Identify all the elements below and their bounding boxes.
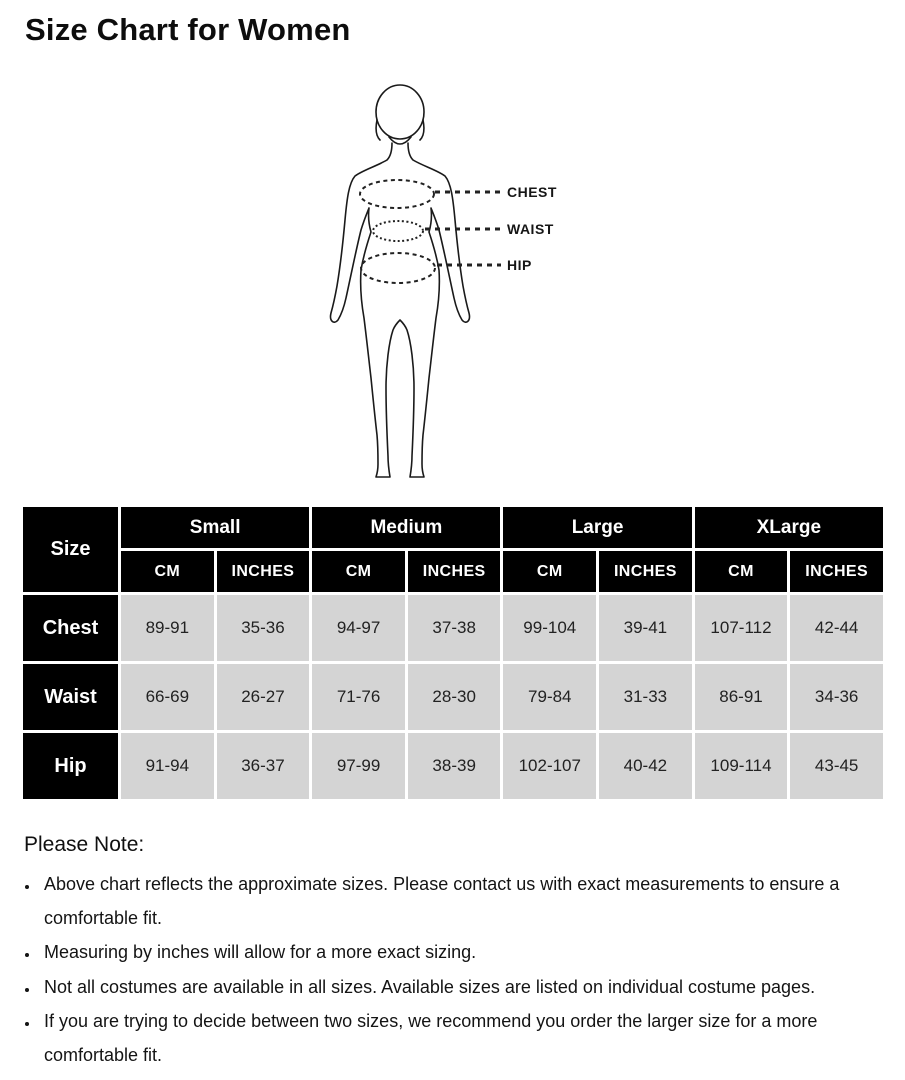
waist-xlarge-cm: 86-91 [695,664,788,730]
row-label-hip: Hip [23,733,118,799]
chest-label: CHEST [507,184,557,200]
unit-header-cm: CM [312,551,405,592]
chest-measure-ellipse [360,180,434,208]
size-chart-table [20,504,886,802]
unit-header-inches: INCHES [217,551,310,592]
hip-large-cm: 102-107 [503,733,596,799]
waist-label: WAIST [507,221,554,237]
unit-header-inches: INCHES [408,551,501,592]
chest-medium-inches: 37-38 [408,595,501,661]
chest-xlarge-cm: 107-112 [695,595,788,661]
group-header-large: Large [503,507,691,548]
notes-section [24,833,852,1072]
chest-medium-cm: 94-97 [312,595,405,661]
chest-large-cm: 99-104 [503,595,596,661]
unit-header-cm: CM [695,551,788,592]
waist-small-cm: 66-69 [121,664,214,730]
note-item: • Above chart reflects the approximate sizes. Please contact us with exact measurements to ensure a comfortable fit. [39,867,852,935]
hip-medium-inches: 38-39 [408,733,501,799]
table-group-header-row [23,507,883,548]
unit-header-cm: CM [503,551,596,592]
hip-large-inches: 40-42 [599,733,692,799]
chest-large-inches: 39-41 [599,595,692,661]
unit-header-cm: CM [121,551,214,592]
page-title: Size Chart for Women [25,12,351,47]
notes-list [24,867,852,1072]
hip-small-cm: 91-94 [121,733,214,799]
unit-header-inches: INCHES [599,551,692,592]
waist-small-inches: 26-27 [217,664,310,730]
group-header-medium: Medium [312,507,500,548]
row-label-chest: Chest [23,595,118,661]
hip-small-inches: 36-37 [217,733,310,799]
chest-xlarge-inches: 42-44 [790,595,883,661]
hip-label: HIP [507,257,532,273]
waist-medium-cm: 71-76 [312,664,405,730]
table-row-waist [23,664,883,730]
note-item: • Measuring by inches will allow for a more exact sizing. [39,935,852,969]
table-row-hip [23,733,883,799]
unit-header-inches: INCHES [790,551,883,592]
table-row-chest [23,595,883,661]
note-item: • If you are trying to decide between two sizes, we recommend you order the larger size for a more comfortable fit. [39,1004,852,1072]
waist-measure-ellipse [373,221,423,241]
group-header-xlarge: XLarge [695,507,883,548]
hip-xlarge-cm: 109-114 [695,733,788,799]
size-chart-section [20,504,886,802]
waist-medium-inches: 28-30 [408,664,501,730]
note-item: • Not all costumes are available in all sizes. Available sizes are listed on individual costume pages. [39,970,852,1004]
notes-heading: Please Note: [24,833,145,856]
chest-small-inches: 35-36 [217,595,310,661]
table-unit-header-row [23,551,883,592]
size-corner-header: Size [23,507,118,592]
figure-head [376,85,424,139]
hip-medium-cm: 97-99 [312,733,405,799]
row-label-waist: Waist [23,664,118,730]
waist-large-inches: 31-33 [599,664,692,730]
waist-xlarge-inches: 34-36 [790,664,883,730]
waist-large-cm: 79-84 [503,664,596,730]
hip-xlarge-inches: 43-45 [790,733,883,799]
female-silhouette-diagram [325,80,570,485]
hip-measure-ellipse [361,253,435,283]
group-header-small: Small [121,507,309,548]
body-measurement-diagram [325,80,570,485]
chest-small-cm: 89-91 [121,595,214,661]
